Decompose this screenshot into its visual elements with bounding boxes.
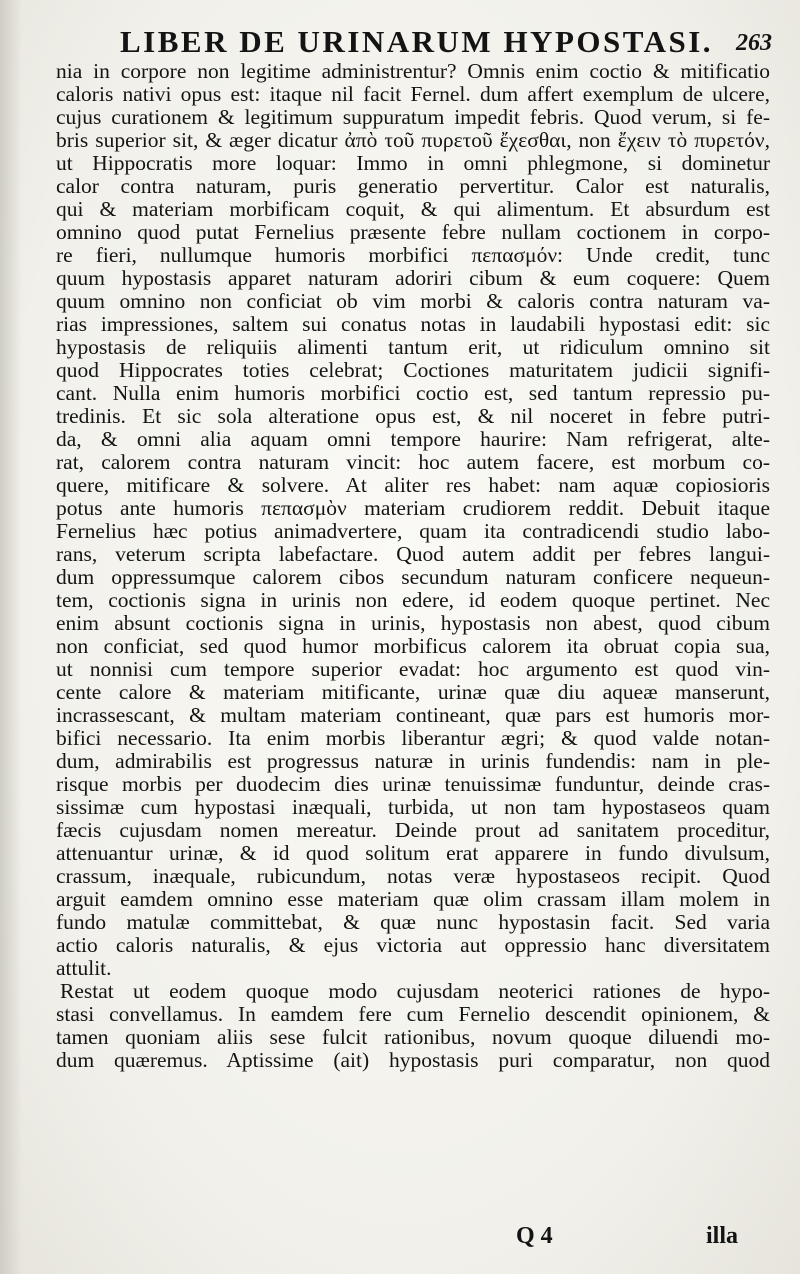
text-line: caloris nativi opus est: itaque nil facit Fernel. dum affert exemplum de ulcere, [56, 83, 770, 106]
text-line: rias impressiones, saltem sui conatus notas in laudabili hypostasi edit: sic [56, 313, 770, 336]
text-line: cujus curationem & legitimum suppuratum impedit febris. Quod verum, si fe- [56, 106, 770, 129]
text-line: da, & omni alia aquam omni tempore haurire: Nam refrigerat, alte- [56, 428, 770, 451]
text-line: crassum, inæquale, rubicundum, notas veræ hypostaseos recipit. Quod [56, 865, 770, 888]
text-line: cente calore & materiam mitificante, urinæ quæ diu aqueæ manserunt, [56, 681, 770, 704]
text-line: cant. Nulla enim humoris morbifici coctio est, sed tantum repressio pu- [56, 382, 770, 405]
text-line: enim absunt coctionis signa in urinis, hypostasis non abest, quod cibum [56, 612, 770, 635]
text-line: incrassescant, & multam materiam contineant, quæ pars est humoris mor- [56, 704, 770, 727]
text-line: calor contra naturam, puris generatio pervertitur. Calor est naturalis, [56, 175, 770, 198]
text-line: quod Hippocrates toties celebrat; Coctiones maturitatem judicii signifi- [56, 359, 770, 382]
text-line: hypostasis de reliquiis alimenti tantum erit, ut ridiculum omnino sit [56, 336, 770, 359]
text-line: stasi convellamus. In eamdem fere cum Fernelio descendit opinionem, & [56, 1003, 770, 1026]
text-line: dum, admirabilis est progressus naturæ in urinis fundendis: nam in ple- [56, 750, 770, 773]
page-header [0, 22, 800, 62]
text-line: bifici necessario. Ita enim morbis liberantur ægri; & quod valde notan- [56, 727, 770, 750]
text-line: potus ante humoris πεπασμὸν materiam crudiorem reddit. Debuit itaque [56, 497, 770, 520]
body-text [56, 60, 770, 1072]
text-line: fæcis cujusdam nomen mereatur. Deinde prout ad sanitatem proceditur, [56, 819, 770, 842]
text-line: attenuantur urinæ, & id quod solitum erat apparere in fundo divulsum, [56, 842, 770, 865]
text-line: dum oppressumque calorem cibos secundum naturam conficere nequeun- [56, 566, 770, 589]
text-line: tamen quoniam aliis sese fulcit rationibus, novum quoque diluendi mo- [56, 1026, 770, 1049]
text-line: Restat ut eodem quoque modo cujusdam neoterici rationes de hypo- [60, 980, 770, 1003]
gutter-shadow [0, 0, 22, 1274]
text-line: ut nonnisi cum tempore superior evadat: hoc argumento est quod vin- [56, 658, 770, 681]
signature-mark: Q 4 [516, 1223, 553, 1249]
text-line: Fernelius hæc potius animadvertere, quam ita contradicendi studio labo- [56, 520, 770, 543]
text-line: arguit eamdem omnino esse materiam quæ olim crassam illam molem in [56, 888, 770, 911]
text-line: bris superior sit, & æger dicatur ἀπὸ τοῦ πυρετοῦ ἔχεσθαι, non ἔχειν τὸ πυρετόν, [56, 129, 770, 152]
text-line: fundo matulæ committebat, & quæ nunc hypostasin facit. Sed varia [56, 911, 770, 934]
running-head: LIBER DE URINARUM HYPOSTASI. [120, 24, 714, 59]
text-line: actio caloris naturalis, & ejus victoria aut oppressio hanc diversitatem [56, 934, 770, 957]
text-line: dum quæremus. Aptissime (ait) hypostasis puri comparatur, non quod [56, 1049, 770, 1072]
text-line: ut Hippocratis more loquar: Immo in omni phlegmone, si dominetur [56, 152, 770, 175]
text-line: quum hypostasis apparet naturam adoriri cibum & eum coquere: Quem [56, 267, 770, 290]
text-line: nia in corpore non legitime administrentur? Omnis enim coctio & mitificatio [56, 60, 770, 83]
text-line: rat, calorem contra naturam vincit: hoc autem facere, est morbum co- [56, 451, 770, 474]
text-line: quere, mitificare & solvere. At aliter res habet: nam aquæ copiosioris [56, 474, 770, 497]
page-number: 263 [736, 30, 772, 56]
text-line: rans, veterum scripta labefactare. Quod autem addit per febres langui- [56, 543, 770, 566]
text-line: non conficiat, sed quod humor morbificus calorem ita obruat copia sua, [56, 635, 770, 658]
text-line: attulit. [56, 957, 112, 980]
text-line: qui & materiam morbificam coquit, & qui alimentum. Et absurdum est [56, 198, 770, 221]
catchword: illa [706, 1223, 739, 1249]
text-line: quum omnino non conficiat ob vim morbi & caloris contra naturam va- [56, 290, 770, 313]
text-line: tem, coctionis signa in urinis non edere, id eodem quoque pertinet. Nec [56, 589, 770, 612]
text-line: risque morbis per duodecim dies urinæ tenuissimæ funduntur, deinde cras- [56, 773, 770, 796]
text-line: omnino quod putat Fernelius præsente febre nullam coctionem in corpo- [56, 221, 770, 244]
page-footer [0, 1218, 800, 1258]
text-line: tredinis. Et sic sola alteratione opus est, & nil noceret in febre putri- [56, 405, 770, 428]
text-line: re fieri, nullumque humoris morbifici πεπασμόν: Unde credit, tunc [56, 244, 770, 267]
text-line: sissimæ cum hypostasi inæquali, turbida, ut non tam hypostaseos quam [56, 796, 770, 819]
